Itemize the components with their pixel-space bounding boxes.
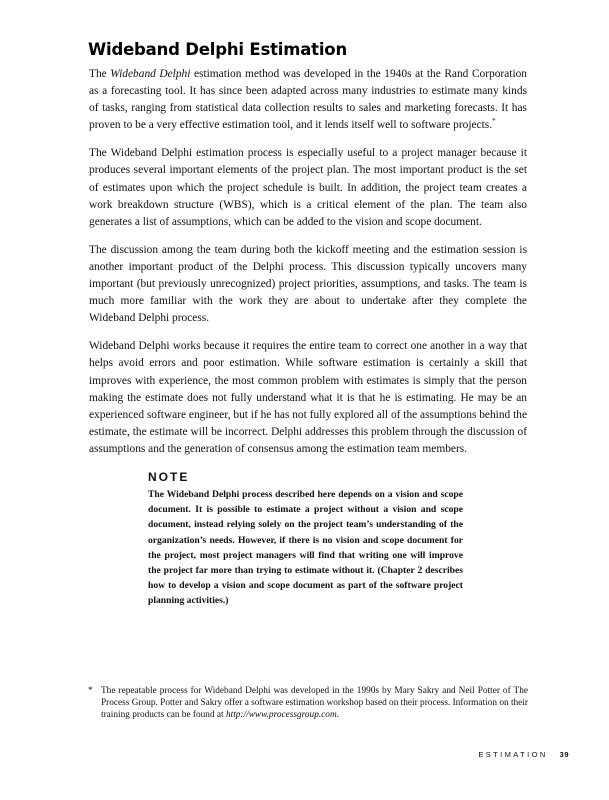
footnote xyxy=(88,685,528,722)
footnote-end: . xyxy=(336,710,339,721)
paragraph-usefulness: The Wideband Delphi estimation process is especially useful to a project manager because it produces several important elements of the project plan. The most important product is the set of estimates upon which the project schedule is built. In addition, the project team creates a work breakdown structure (WBS), which is a critical element of the plan. The team also generates a list of assumptions, which can be added to the vision and scope document. xyxy=(89,147,527,228)
note-title: NOTE xyxy=(148,470,190,484)
paragraph-intro-rest: estimation method was developed in the 1940s at the Rand Corporation as a forecasting tool. It has since been adapted across many industries to estimate many kinds of tasks, ranging from statistical data collection results to sales and marketing forecasts. It has proven to be a very effective estimation tool, and it lends itself well to software projects. xyxy=(89,68,527,132)
footnote-link[interactable]: http://www.processgroup.com xyxy=(225,710,337,721)
paragraph-intro-lead: The xyxy=(89,68,111,80)
footnote-marker: * xyxy=(88,686,93,696)
page-footer xyxy=(478,750,569,759)
footnote-text xyxy=(101,685,528,722)
running-footer-chapter: ESTIMATION xyxy=(478,750,548,759)
paragraph-intro xyxy=(89,66,527,134)
section-heading: Wideband Delphi Estimation xyxy=(88,40,347,59)
body-text xyxy=(89,66,527,469)
term-wideband-delphi: Wideband Delphi xyxy=(110,68,191,80)
paragraph-discussion: The discussion among the team during both the kickoff meeting and the estimation session is another important product of the Delphi process. This discussion typically uncovers many important (but previously unrecognized) project priorities, assumptions, and tasks. The team is much more familiar with the work they are about to undertake after they complete the Wideband Delphi process. xyxy=(89,243,527,325)
note-body: The Wideband Delphi process described here depends on a vision and scope document. It is possible to estimate a project without a vision and scope document, instead relying solely on the project team’s understanding of the organization’s needs. However, if there is no vision and scope document for the project, most project managers will find that writing one will improve the project far more than trying to estimate without it. (Chapter 2 describes how to develop a vision and scope document as part of the software project planning activities.) xyxy=(148,489,463,607)
note-box xyxy=(148,469,463,609)
footnote-body: The repeatable process for Wideband Delphi was developed in the 1990s by Mary Sakry and Neil Potter of The Process Group. Potter and Sakry offer a software estimation workshop based on their process. Information on their training products can be found at xyxy=(101,686,528,721)
footnote-reference[interactable]: * xyxy=(492,117,496,126)
paragraph-why-it-works: Wideband Delphi works because it requires the entire team to correct one another in a way that helps avoid errors and poor estimation. While software estimation is certainly a skill that improves with experience, the most common problem with estimates is simply that the person making the estimate does not fully understand what it is that he is estimating. He may be an experienced software engineer, but if he has not fully explored all of the assumptions behind the estimate, the estimate will be incorrect. Delphi addresses this problem through the discussion of assumptions and the generation of consensus among the estimation team members. xyxy=(89,340,527,455)
page-number: 39 xyxy=(559,750,569,759)
